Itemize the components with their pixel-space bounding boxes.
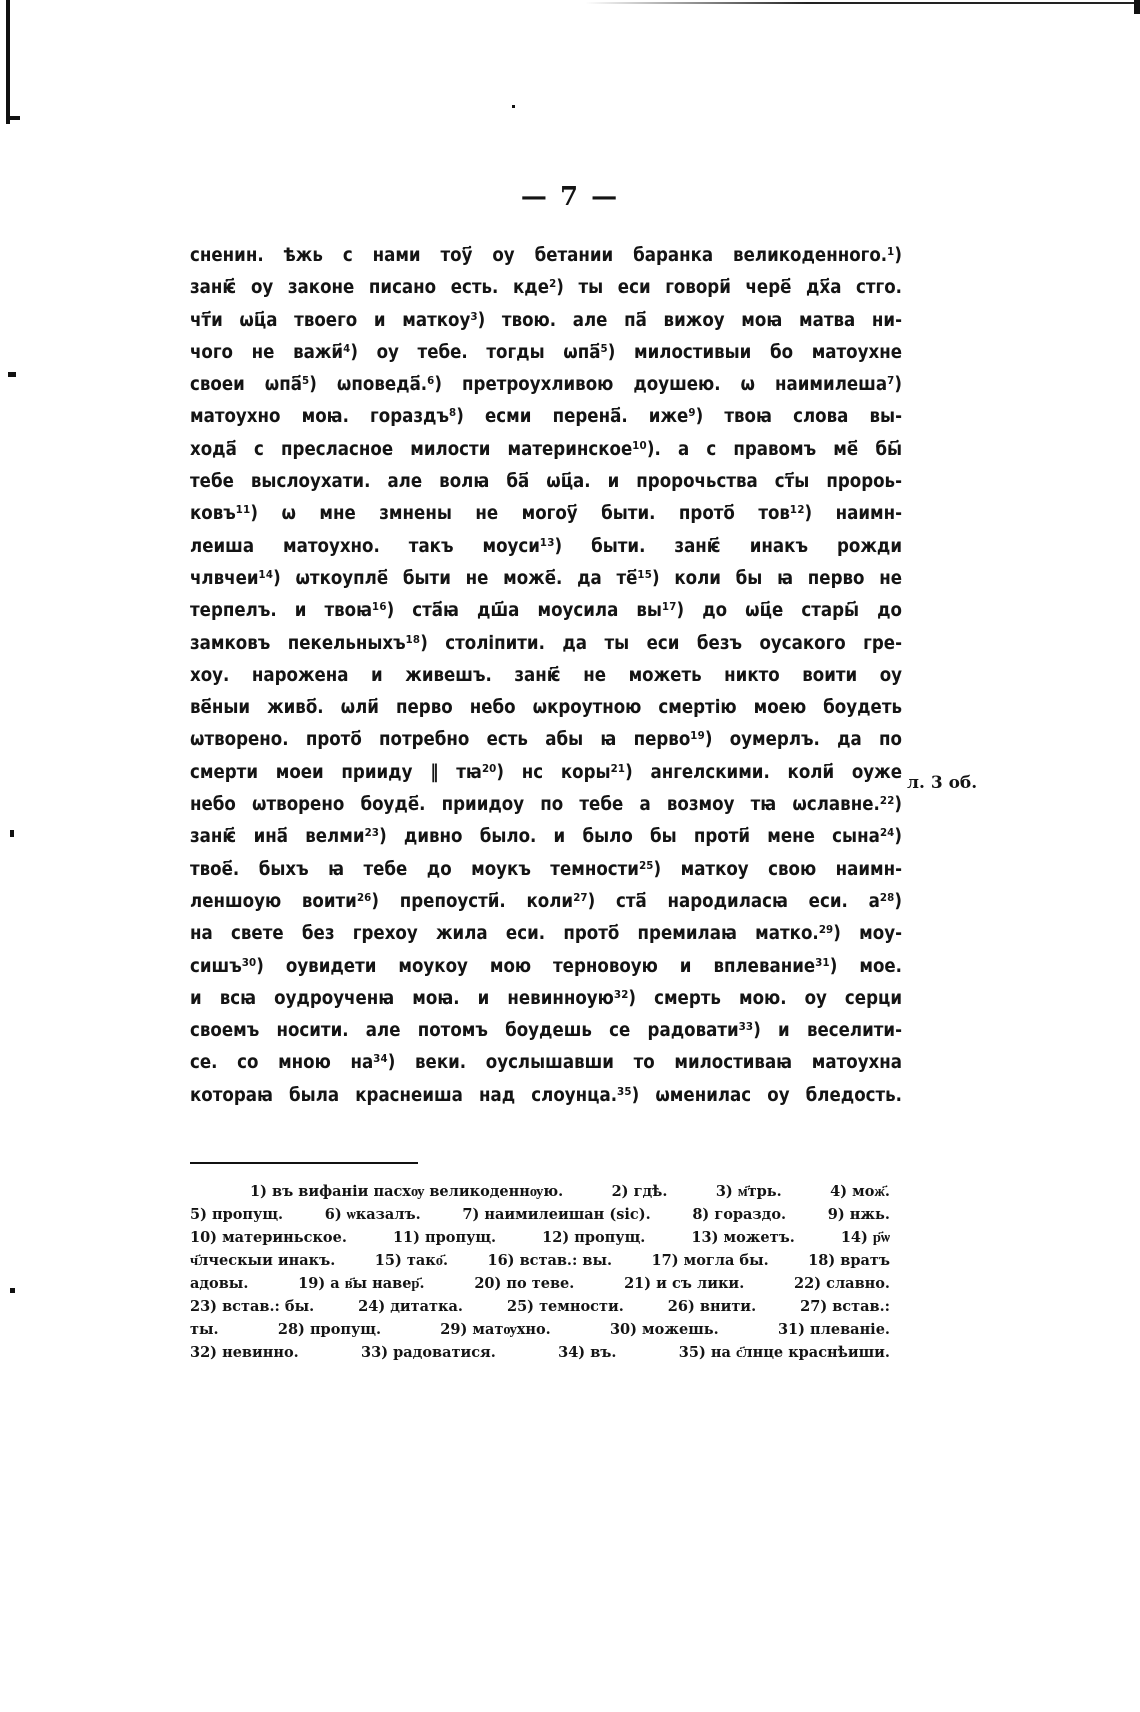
text-line: твое҃. быхъ ꙗ тебе до моукъ темности²⁵) маткоу свою наимн- xyxy=(190,858,902,880)
text-line: своемъ носити. але потомъ боудешь се радовати³³) и веселити- xyxy=(190,1020,902,1042)
text-line: леиша матоухно. такъ моуси¹³) быти. занѥ҃ инакъ рожди xyxy=(190,535,902,557)
footnote-entry: 16) встав.: вы. xyxy=(487,1252,613,1269)
footnote-entry: 31) плеваніе. xyxy=(777,1321,890,1338)
text-line: котораꙗ была краснеиша над слоунца.³⁵) ѡменилас оу бледость. xyxy=(190,1084,902,1106)
text-line: матоухно моꙗ. гораздъ⁸) есми перена҃. иже⁹) твоꙗ слова вы- xyxy=(190,406,902,428)
footnote-entry: 32) невинно. xyxy=(190,1344,299,1361)
scan-speck xyxy=(10,1288,15,1293)
footnote-line xyxy=(190,1180,890,1203)
footnote-entry: 18) вратъ xyxy=(808,1252,890,1269)
text-line: сненин. ѣжь с нами тоу҃ оу бетании баранка великоденного.¹) xyxy=(190,245,902,266)
text-line: тебе выслоухати. але волꙗ ба҃ ѡц҃а. и пророчьства ст҃ы пророь- xyxy=(190,471,902,493)
footnote-entry: 21) и съ лики. xyxy=(624,1275,745,1292)
text-line: занѥ҃ оу законе писано есть. кде²) ты еси говори҃ чере҃ дх҃а стго. xyxy=(190,277,902,299)
scan-edge-line xyxy=(585,2,1140,4)
footnote-entry: ты. xyxy=(190,1321,219,1338)
text-line: чт҃и ѡц҃а твоего и маткоу³) твою. але па҃ вижоу моꙗ матва ни- xyxy=(190,309,902,331)
scan-speck xyxy=(10,830,14,837)
footnote-entry: 30) можешь. xyxy=(609,1321,719,1338)
binding-margin-tick xyxy=(6,116,20,120)
footnote-entry: 1) въ вифаніи пасхѹ великоденнѹю. xyxy=(250,1183,564,1200)
scan-speck xyxy=(512,105,515,108)
footnote-entry: 6) ѡказалъ. xyxy=(324,1206,421,1223)
footnote-entry: 26) внити. xyxy=(667,1298,757,1315)
text-line: ѡтворено. прото҃ потребно есть абы ꙗ перво¹⁹) оумерлъ. да по xyxy=(190,729,902,751)
footnote-line xyxy=(190,1341,890,1364)
text-line: своеи ѡпа҃⁵) ѡповеда҃.⁶) претроухливою доушею. ѡ наимилеша⁷) xyxy=(190,374,902,396)
footnote-entry: 35) на с҃лнце краснѣиши. xyxy=(678,1344,890,1361)
text-line: члвчеи¹⁴) ѡткоупле҃ быти не може҃. да те҃¹⁵) коли бы ꙗ перво не xyxy=(190,567,902,589)
text-line: замковъ пекельныхъ¹⁸) століпити. да ты еси безъ оусакого гре- xyxy=(190,632,902,654)
text-line: на свете без грехоу жила еси. прото҃ премилаꙗ матко.²⁹) моу- xyxy=(190,923,902,945)
footnote-divider xyxy=(190,1162,418,1164)
binding-margin-bar xyxy=(6,0,10,124)
footnotes xyxy=(190,1180,890,1364)
footnote-line xyxy=(190,1249,890,1272)
footnote-entry: 11) пропущ. xyxy=(392,1229,497,1246)
footnote-line xyxy=(190,1226,890,1249)
scan-edge-mark xyxy=(1134,0,1140,14)
footnote-entry: 12) пропущ. xyxy=(542,1229,646,1246)
text-line: чого не важи҃⁴) оу тебе. тогды ѡпа҃⁵) милостивыи бо матоухне xyxy=(190,341,902,363)
footnote-entry: адовы. xyxy=(190,1275,249,1292)
text-line: терпелъ. и твоꙗ¹⁶) ста҃ꙗ дш҃а моусила вы¹⁷) до ѡц҃е стары҃ до xyxy=(190,600,902,622)
footnote-entry: 29) матѹхно. xyxy=(440,1321,551,1338)
footnote-entry: 15) тако҃. xyxy=(374,1252,449,1269)
text-line: се. со мною на³⁴) веки. оуслышавши то милостиваꙗ матоухна xyxy=(190,1052,902,1074)
text-line: ковъ¹¹) ѡ мне змнены не могоу҃ быти. прото҃ тов¹²) наимн- xyxy=(190,503,902,525)
footnote-entry: 14) р҃ѡ xyxy=(840,1229,890,1246)
footnote-entry: 13) можетъ. xyxy=(691,1229,795,1246)
footnote-entry: 4) мож҃. xyxy=(830,1183,890,1200)
footnote-line xyxy=(190,1203,890,1226)
footnote-entry: 19) а в҃ы навер҃. xyxy=(298,1275,425,1292)
footnote-entry: 10) материньское. xyxy=(190,1229,347,1246)
footnote-entry: 17) могла бы. xyxy=(651,1252,769,1269)
footnote-entry: 8) гораздо. xyxy=(692,1206,787,1223)
text-line: хода҃ с пресласное милости материнское¹⁰). а с правомъ ме҃ бы҃ xyxy=(190,438,902,460)
footnote-entry: 27) встав.: xyxy=(800,1298,890,1315)
text-line: леншоую воити²⁶) препоусти҃. коли²⁷) ста҃ народиласꙗ еси. а²⁸) xyxy=(190,890,902,912)
footnote-entry: 24) дитатка. xyxy=(358,1298,463,1315)
footnote-entry: 9) нжь. xyxy=(827,1206,890,1223)
text-line: хоу. нарожена и живешъ. занѥ҃ не можеть никто воити оу xyxy=(190,664,902,686)
scan-speck xyxy=(8,372,16,377)
footnote-line xyxy=(190,1295,890,1318)
page-number: — 7 — xyxy=(520,182,620,212)
text-line: ве҃ныи живо҃. ѡли҃ перво небо ѡкроутною смертію моею боудеть xyxy=(190,697,902,719)
margin-folio-note: л. 3 об. xyxy=(907,773,978,793)
footnote-entry: 3) м҃трь. xyxy=(715,1183,782,1200)
footnote-entry: 28) пропущ. xyxy=(277,1321,382,1338)
footnote-line xyxy=(190,1272,890,1295)
footnote-entry: ч҃лческыи инакъ. xyxy=(190,1252,336,1269)
text-line: занѥ҃ ина҃ велми²³) дивно было. и было бы проти҃ мене сына²⁴) xyxy=(190,826,902,848)
footnote-entry: 23) встав.: бы. xyxy=(190,1298,315,1315)
footnote-entry: 7) наимилеишан (sic). xyxy=(462,1206,651,1223)
footnote-entry: 20) по теве. xyxy=(474,1275,575,1292)
footnote-entry: 22) славно. xyxy=(794,1275,890,1292)
text-line: и всꙗ оудроученꙗ моꙗ. и невинноую³²) смерть мою. оу серци xyxy=(190,987,902,1009)
text-line: смерти моеи прииду ‖ тꙗ²⁰) нс коры²¹) ангелскими. коли҃ оуже xyxy=(190,761,902,783)
text-line: небо ѡтворено боуде҃. приидоу по тебе а возмоу тꙗ ѡславне.²²) xyxy=(190,794,902,816)
text-line: сишъ³⁰) оувидети моукоу мою терновоую и вплевание³¹) мое. xyxy=(190,955,902,977)
footnote-line xyxy=(190,1318,890,1341)
footnote-entry: 25) темности. xyxy=(506,1298,624,1315)
footnote-entry: 33) радоватися. xyxy=(361,1344,496,1361)
footnote-entry: 34) въ. xyxy=(558,1344,617,1361)
footnote-entry: 5) пропущ. xyxy=(190,1206,284,1223)
body-text xyxy=(190,240,902,1112)
footnote-entry: 2) гдѣ. xyxy=(611,1183,668,1200)
